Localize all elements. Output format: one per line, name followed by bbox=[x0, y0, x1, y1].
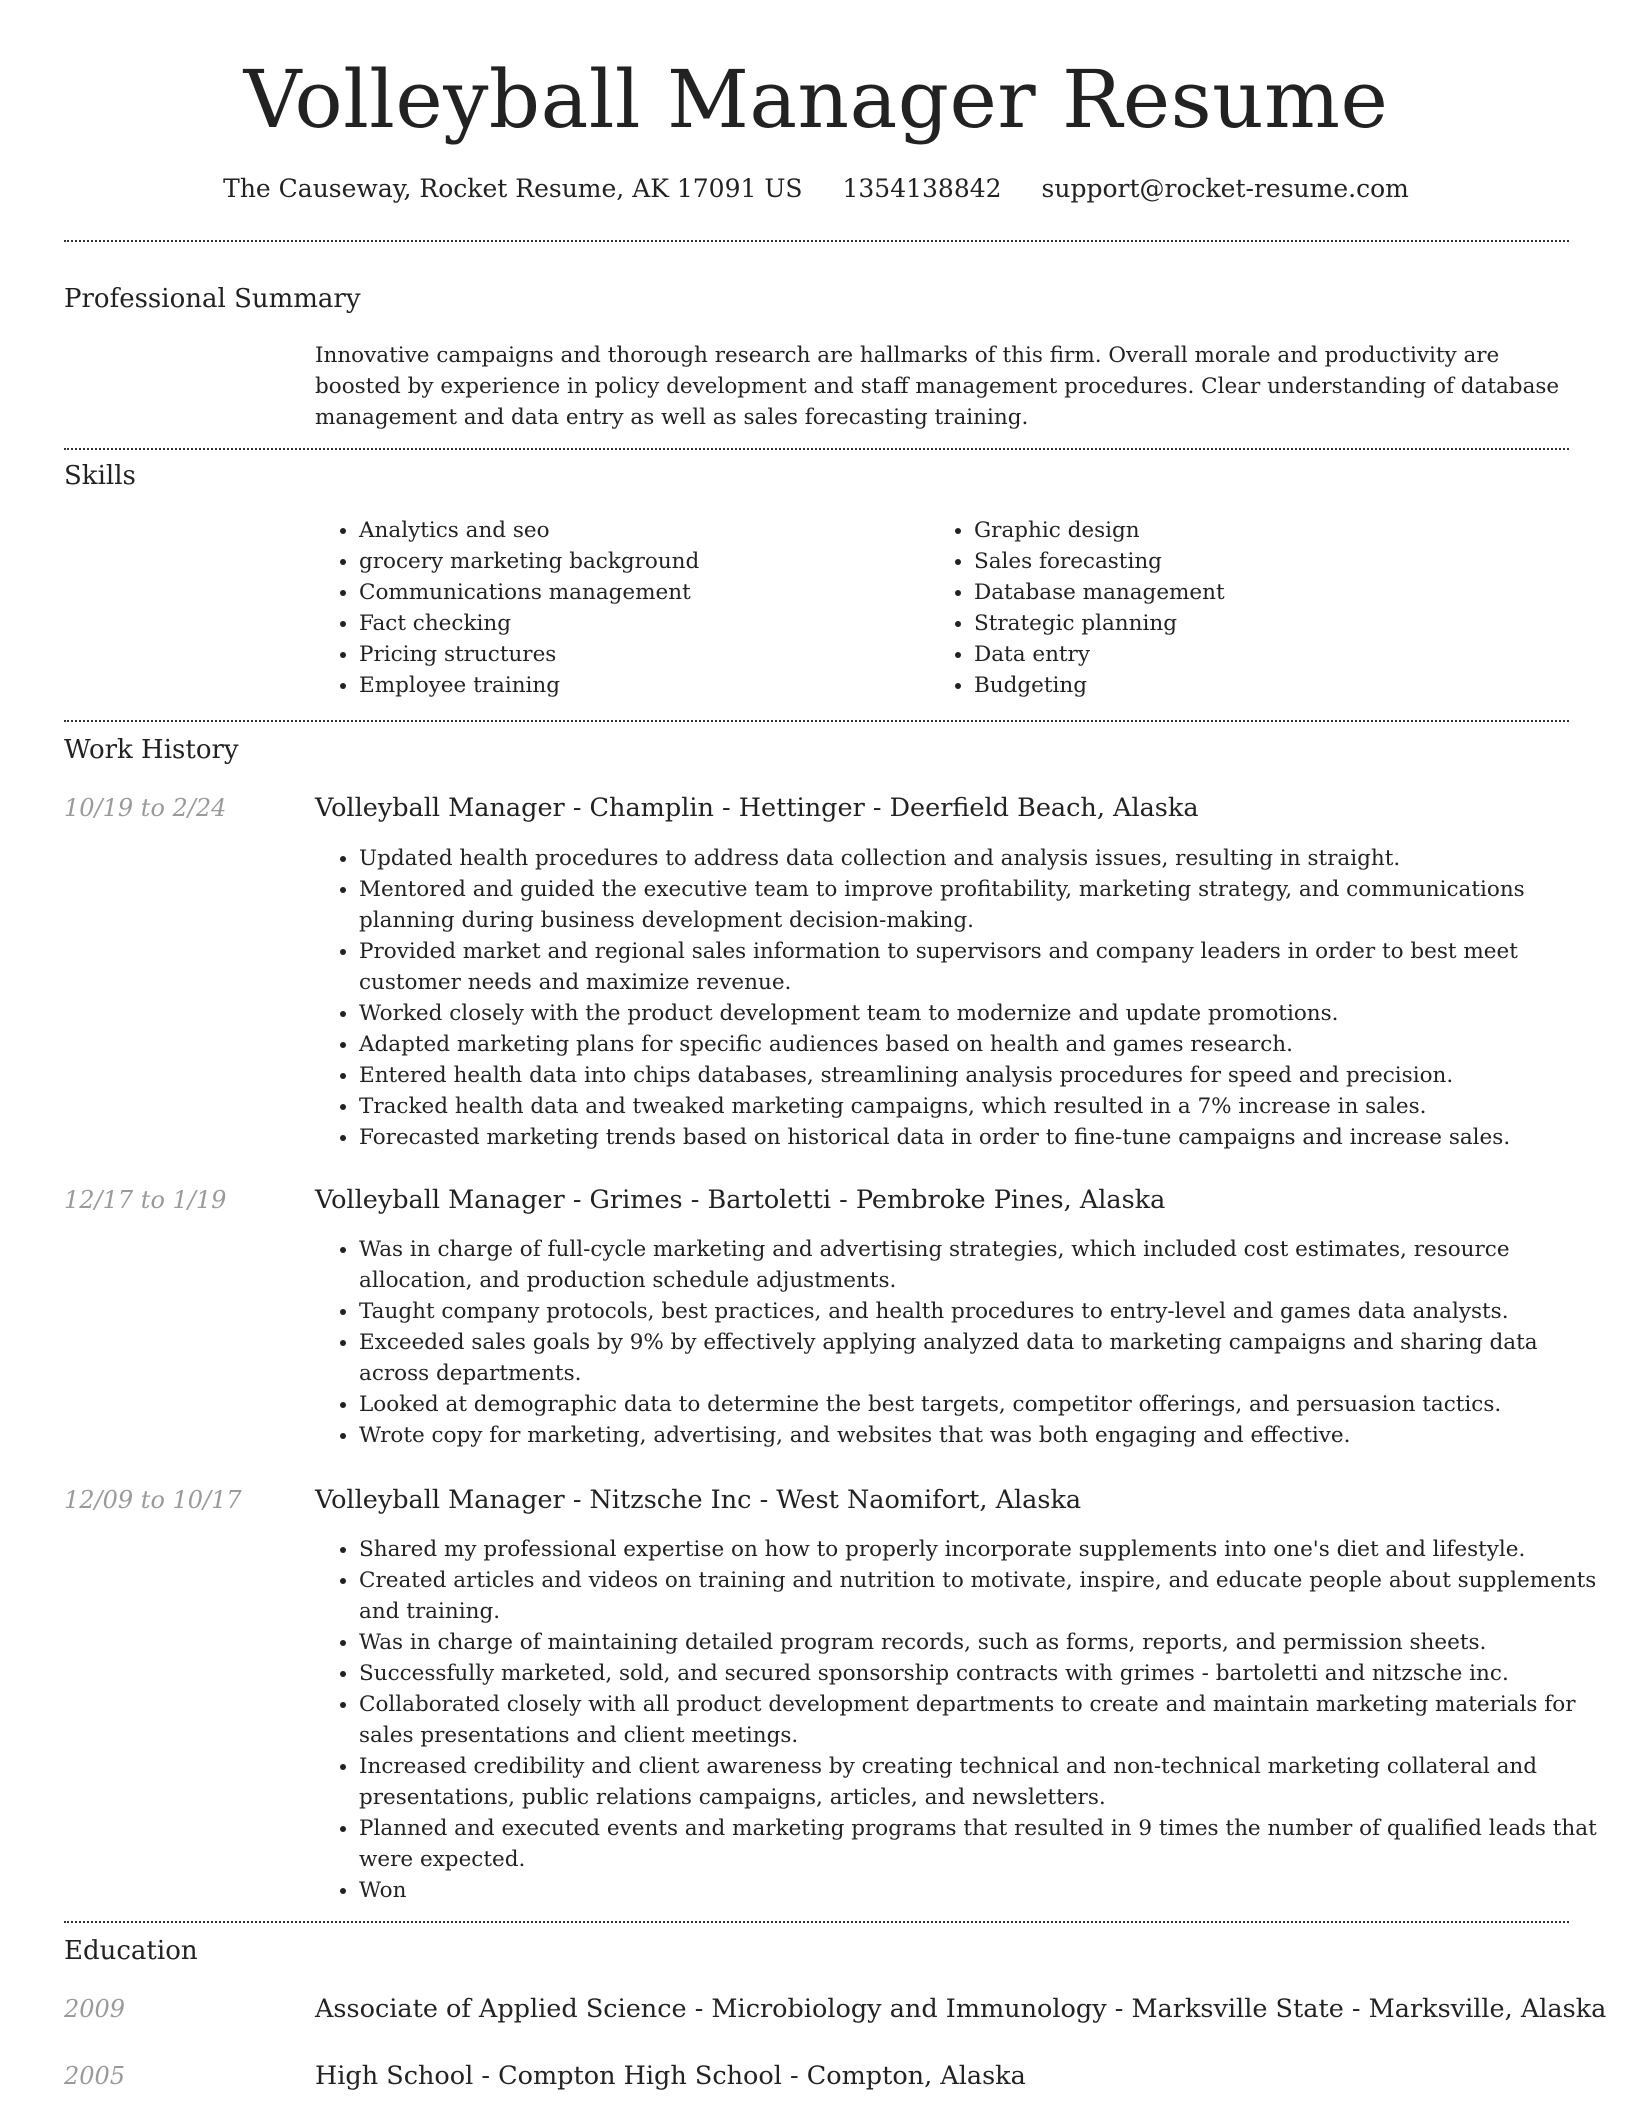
skill-item: • Employee training bbox=[359, 670, 919, 701]
contact-address: The Causeway, Rocket Resume, AK 17091 US bbox=[223, 174, 803, 203]
job-bullet: • Shared my professional expertise on how to properly incorporate supplements into one's diet and lifestyle. bbox=[359, 1534, 1609, 1565]
skills-heading: Skills bbox=[64, 461, 136, 491]
skill-item: • Budgeting bbox=[974, 670, 1534, 701]
resume-name: Volleyball Manager Resume bbox=[243, 53, 1389, 146]
job-bullet: • Entered health data into chips databases, streamlining analysis procedures for speed and precision. bbox=[359, 1060, 1609, 1091]
job-bullet: • Increased credibility and client awareness by creating technical and non-technical marketing collateral and presentations, public relations campaigns, articles, and newsletters. bbox=[359, 1751, 1609, 1813]
skills-list-right bbox=[930, 515, 1534, 701]
job-bullet: • Forecasted marketing trends based on historical data in order to fine-tune campaigns and increase sales. bbox=[359, 1122, 1609, 1153]
job-title: Volleyball Manager - Champlin - Hettinger - Deerfield Beach, Alaska bbox=[315, 793, 1199, 823]
job-bullet: • Taught company protocols, best practices, and health procedures to entry-level and games data analysts. bbox=[359, 1296, 1609, 1327]
summary-heading: Professional Summary bbox=[64, 284, 361, 314]
skill-item: • Strategic planning bbox=[974, 608, 1534, 639]
job-bullets bbox=[315, 843, 1609, 1153]
job-bullet: • Successfully marketed, sold, and secured sponsorship contracts with grimes - bartoletti and nitzsche inc. bbox=[359, 1658, 1609, 1689]
contact-email[interactable]: support@rocket-resume.com bbox=[1041, 174, 1409, 203]
job-bullet: • Worked closely with the product development team to modernize and update promotions. bbox=[359, 998, 1609, 1029]
job-title: Volleyball Manager - Nitzsche Inc - West Naomifort, Alaska bbox=[315, 1485, 1082, 1515]
job-bullet: • Provided market and regional sales information to supervisors and company leaders in order to best meet customer needs and maximize revenue. bbox=[359, 936, 1609, 998]
skill-item: • Analytics and seo bbox=[359, 515, 919, 546]
job-bullet: • Was in charge of maintaining detailed program records, such as forms, reports, and permission sheets. bbox=[359, 1627, 1609, 1658]
education-degree: High School - Compton High School - Compton, Alaska bbox=[315, 2061, 1026, 2091]
job-bullet: • Updated health procedures to address data collection and analysis issues, resulting in straight. bbox=[359, 843, 1609, 874]
job-bullet: • Was in charge of full-cycle marketing and advertising strategies, which included cost estimates, resource allocation, and production schedule adjustments. bbox=[359, 1234, 1609, 1296]
contact-line bbox=[0, 172, 1632, 206]
skills-list-left bbox=[315, 515, 919, 701]
skill-item: • Graphic design bbox=[974, 515, 1534, 546]
section-divider bbox=[64, 1921, 1569, 1923]
job-bullets bbox=[315, 1534, 1609, 1906]
job-bullet: • Looked at demographic data to determine the best targets, competitor offerings, and persuasion tactics. bbox=[359, 1389, 1609, 1420]
skill-item: • Data entry bbox=[974, 639, 1534, 670]
contact-phone: 1354138842 bbox=[842, 174, 1002, 203]
job-dates: 12/09 to 10/17 bbox=[64, 1486, 242, 1514]
education-heading: Education bbox=[64, 1936, 198, 1966]
job-bullet: • Tracked health data and tweaked marketing campaigns, which resulted in a 7% increase in sales. bbox=[359, 1091, 1609, 1122]
skill-item: • Fact checking bbox=[359, 608, 919, 639]
job-dates: 12/17 to 1/19 bbox=[64, 1186, 227, 1214]
job-bullet: • Mentored and guided the executive team to improve profitability, marketing strategy, and communications planning during business development decision-making. bbox=[359, 874, 1609, 936]
section-divider bbox=[64, 448, 1569, 450]
skill-item: • Database management bbox=[974, 577, 1534, 608]
job-dates: 10/19 to 2/24 bbox=[64, 794, 227, 822]
job-bullet: • Planned and executed events and marketing programs that resulted in 9 times the number of qualified leads that were expected. bbox=[359, 1813, 1609, 1875]
job-bullet: • Won bbox=[359, 1875, 1609, 1906]
job-bullet: • Collaborated closely with all product development departments to create and maintain marketing materials for sales presentations and client meetings. bbox=[359, 1689, 1609, 1751]
section-divider bbox=[64, 240, 1569, 242]
skill-item: • Sales forecasting bbox=[974, 546, 1534, 577]
job-bullet: • Wrote copy for marketing, advertising, and websites that was both engaging and effective. bbox=[359, 1420, 1609, 1451]
skill-item: • Communications management bbox=[359, 577, 919, 608]
education-year: 2005 bbox=[64, 2062, 126, 2090]
education-degree: Associate of Applied Science - Microbiology and Immunology - Marksville State - Marksville, Alaska bbox=[315, 1994, 1607, 2024]
skill-item: • grocery marketing background bbox=[359, 546, 919, 577]
section-divider bbox=[64, 720, 1569, 722]
job-bullet: • Adapted marketing plans for specific audiences based on health and games research. bbox=[359, 1029, 1609, 1060]
job-bullets bbox=[315, 1234, 1609, 1451]
job-bullet: • Created articles and videos on training and nutrition to motivate, inspire, and educate people about supplements and training. bbox=[359, 1565, 1609, 1627]
job-title: Volleyball Manager - Grimes - Bartoletti - Pembroke Pines, Alaska bbox=[315, 1185, 1166, 1215]
skill-item: • Pricing structures bbox=[359, 639, 919, 670]
summary-text: Innovative campaigns and thorough research are hallmarks of this firm. Overall morale and productivity are boosted by experience in policy development and staff management procedures. Clear understanding of database management and data entry as well as sales forecasting training. bbox=[315, 343, 1560, 430]
education-year: 2009 bbox=[64, 1995, 126, 2023]
job-bullet: • Exceeded sales goals by 9% by effectively applying analyzed data to marketing campaigns and sharing data across departments. bbox=[359, 1327, 1609, 1389]
work-heading: Work History bbox=[64, 735, 239, 765]
